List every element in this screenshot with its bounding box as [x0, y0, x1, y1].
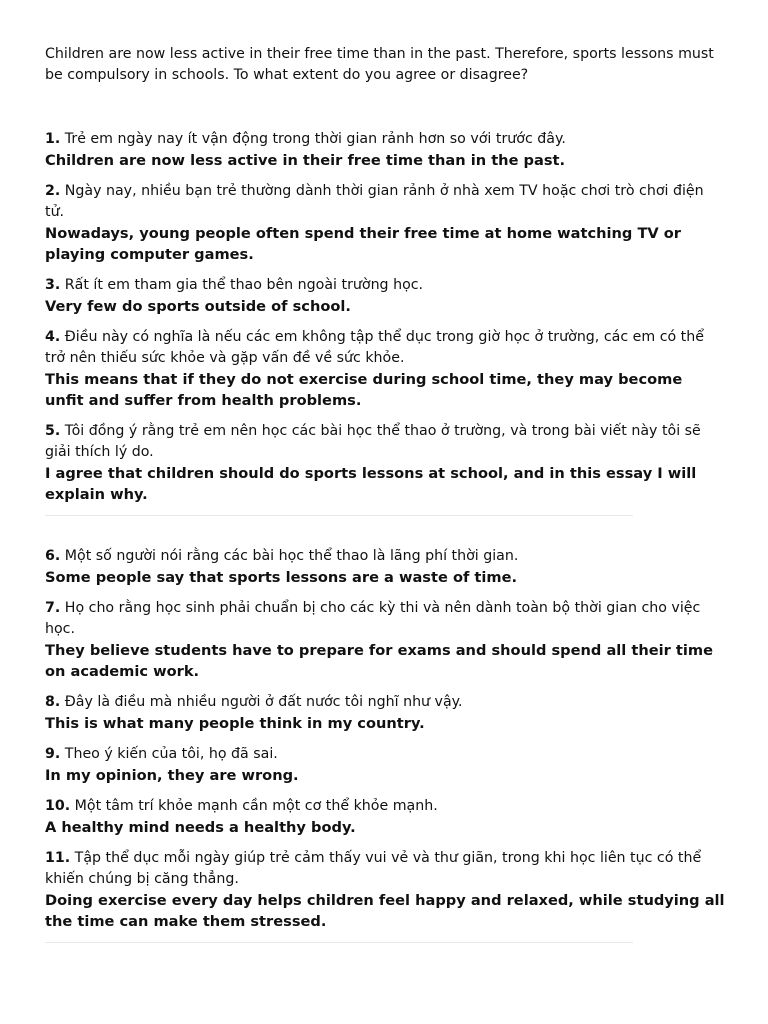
sentence-number: 6. [45, 548, 61, 564]
essay-prompt: Children are now less active in their free time than in the past. Therefore, sports lessons must be compulsory in schools. To what extent do you agree or disagree? [45, 46, 714, 83]
vietnamese-text: Ngày nay, nhiều bạn trẻ thường dành thời gian rảnh ở nhà xem TV hoặc chơi trò chơi điện tử. [45, 183, 704, 220]
english-sentence: Children are now less active in their free time than in the past. [45, 152, 566, 169]
sentence-number: 10. [45, 798, 71, 814]
sentence-item [45, 421, 725, 505]
vietnamese-sentence [45, 181, 725, 223]
vietnamese-sentence [45, 546, 725, 567]
vietnamese-text: Họ cho rằng học sinh phải chuẩn bị cho các kỳ thi và nên dành toàn bộ thời gian cho việc học. [45, 600, 701, 637]
vietnamese-text: Rất ít em tham gia thể thao bên ngoài trường học. [64, 277, 424, 293]
vietnamese-sentence [45, 598, 725, 640]
sentence-number: 7. [45, 600, 61, 616]
vietnamese-text: Một tâm trí khỏe mạnh cần một cơ thể khỏe mạnh. [74, 798, 438, 814]
vietnamese-sentence [45, 848, 725, 890]
sentence-number: 1. [45, 131, 61, 147]
vietnamese-sentence [45, 796, 725, 817]
vietnamese-sentence [45, 129, 725, 150]
sentence-number: 9. [45, 746, 61, 762]
english-sentence: This means that if they do not exercise during school time, they may become unfit and suffer from health problems. [45, 371, 683, 409]
vietnamese-sentence [45, 744, 725, 765]
sentence-number: 4. [45, 329, 61, 345]
vietnamese-sentence [45, 327, 725, 369]
vietnamese-text: Một số người nói rằng các bài học thể thao là lãng phí thời gian. [64, 548, 519, 564]
sentence-number: 3. [45, 277, 61, 293]
sentence-number: 2. [45, 183, 61, 199]
vietnamese-text: Tập thể dục mỗi ngày giúp trẻ cảm thấy vui vẻ và thư giãn, trong khi học liên tục có thể khiến chúng bị căng thẳng. [45, 850, 702, 887]
english-sentence: Very few do sports outside of school. [45, 298, 351, 315]
sentence-item [45, 796, 725, 838]
vietnamese-text: Đây là điều mà nhiều người ở đất nước tôi nghĩ như vậy. [64, 694, 463, 710]
english-sentence: They believe students have to prepare for exams and should spend all their time on academic work. [45, 642, 714, 680]
sentence-item [45, 546, 725, 588]
english-sentence: In my opinion, they are wrong. [45, 767, 299, 784]
english-sentence: Some people say that sports lessons are a waste of time. [45, 569, 518, 586]
vietnamese-text: Tôi đồng ý rằng trẻ em nên học các bài học thể thao ở trường, và trong bài viết này tôi sẽ giải thích lý do. [45, 423, 701, 460]
vietnamese-text: Theo ý kiến của tôi, họ đã sai. [64, 746, 278, 762]
sentence-number: 8. [45, 694, 61, 710]
english-sentence: Nowadays, young people often spend their free time at home watching TV or playing computer games. [45, 225, 682, 263]
sentence-section-2 [45, 546, 725, 943]
english-sentence: Doing exercise every day helps children feel happy and relaxed, while studying all the time can make them stressed. [45, 892, 725, 930]
sentence-section-1 [45, 129, 725, 516]
vietnamese-sentence [45, 275, 725, 296]
sentence-item [45, 744, 725, 786]
sentence-item [45, 692, 725, 734]
english-sentence: A healthy mind needs a healthy body. [45, 819, 356, 836]
vietnamese-sentence [45, 421, 725, 463]
vietnamese-text: Trẻ em ngày nay ít vận động trong thời gian rảnh hơn so với trước đây. [64, 131, 566, 147]
sentence-item [45, 181, 725, 265]
section-divider [45, 515, 633, 516]
english-sentence: This is what many people think in my country. [45, 715, 425, 732]
sentence-item [45, 327, 725, 411]
section-divider [45, 942, 633, 943]
sentence-item [45, 598, 725, 682]
sentence-item [45, 275, 725, 317]
vietnamese-text: Điều này có nghĩa là nếu các em không tập thể dục trong giờ học ở trường, các em có thể trở nên thiếu sức khỏe và gặp vấn đề về sức khỏe. [45, 329, 704, 366]
sentence-number: 5. [45, 423, 61, 439]
document-page [45, 44, 725, 943]
sentence-number: 11. [45, 850, 71, 866]
sentence-item [45, 848, 725, 932]
english-sentence: I agree that children should do sports lessons at school, and in this essay I will explain why. [45, 465, 697, 503]
sentence-item [45, 129, 725, 171]
vietnamese-sentence [45, 692, 725, 713]
